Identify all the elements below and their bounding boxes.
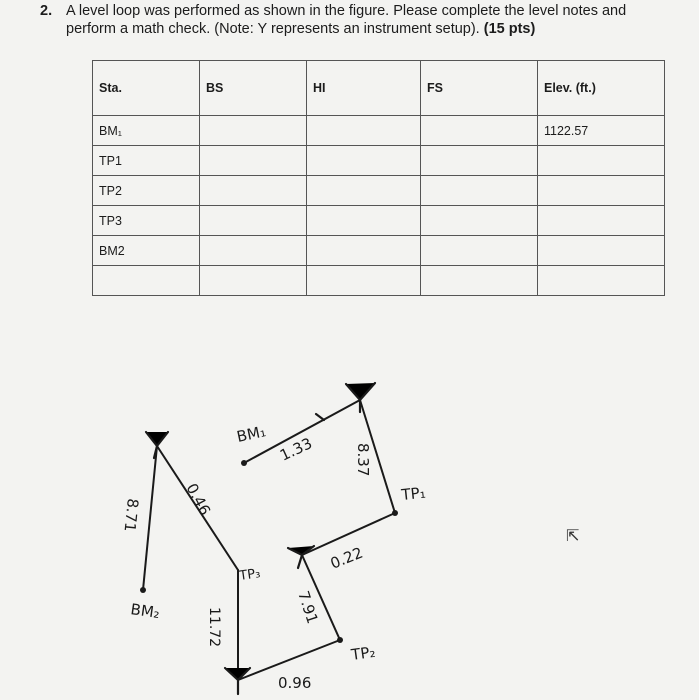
cell-sta: BM2 (93, 236, 200, 266)
bm2-point (140, 587, 146, 593)
reading-tp3-bs: 0.46 (182, 480, 215, 519)
tick-mark-icon (316, 414, 324, 420)
label-tp2: TP₂ (350, 642, 377, 664)
cell-sta: TP3 (93, 206, 200, 236)
label-tp1: TP₁ (400, 483, 427, 504)
label-tp3: TP₃ (238, 566, 262, 584)
cell-sta: TP1 (93, 146, 200, 176)
cell-sta: BM₁ (93, 116, 200, 146)
cell-elev: 1122.57 (538, 116, 665, 146)
instrument-setup-2-icon (288, 546, 314, 568)
reading-tp2-bs: 0.96 (278, 674, 312, 692)
question-points: (15 pts) (483, 21, 536, 37)
header-bs: BS (200, 61, 307, 116)
reading-bm2-fs: 8.71 (120, 497, 142, 533)
header-elev: Elev. (ft.) (538, 61, 665, 116)
reading-bm1-bs: 1.33 (277, 434, 315, 465)
question-number: 2. (40, 3, 53, 19)
question-body: A level loop was performed as shown in the figure. Please complete the level notes and perform a math check. (Note: Y represents an instrument setup). (66, 3, 627, 37)
reading-tp1-bs: 0.22 (327, 543, 366, 573)
reading-tp1-fs: 8.37 (354, 443, 372, 477)
cell-sta: TP2 (93, 176, 200, 206)
bm1-point (241, 460, 247, 466)
sight-line-bm2-fs (143, 446, 157, 590)
header-hi: HI (307, 61, 421, 116)
mouse-cursor-icon: ⇱ (566, 528, 580, 545)
header-sta: Sta. (93, 61, 200, 116)
instrument-setup-3-icon (225, 668, 250, 694)
instrument-setup-1-icon (346, 383, 375, 412)
reading-tp2-fs: 7.91 (294, 588, 322, 627)
header-fs: FS (421, 61, 538, 116)
tp1-point (392, 510, 398, 516)
reading-tp3-fs: 11.72 (206, 607, 222, 648)
label-bm2: BM₂ (129, 600, 161, 623)
label-bm1: BM₁ (235, 422, 268, 446)
tp2-point (337, 637, 343, 643)
